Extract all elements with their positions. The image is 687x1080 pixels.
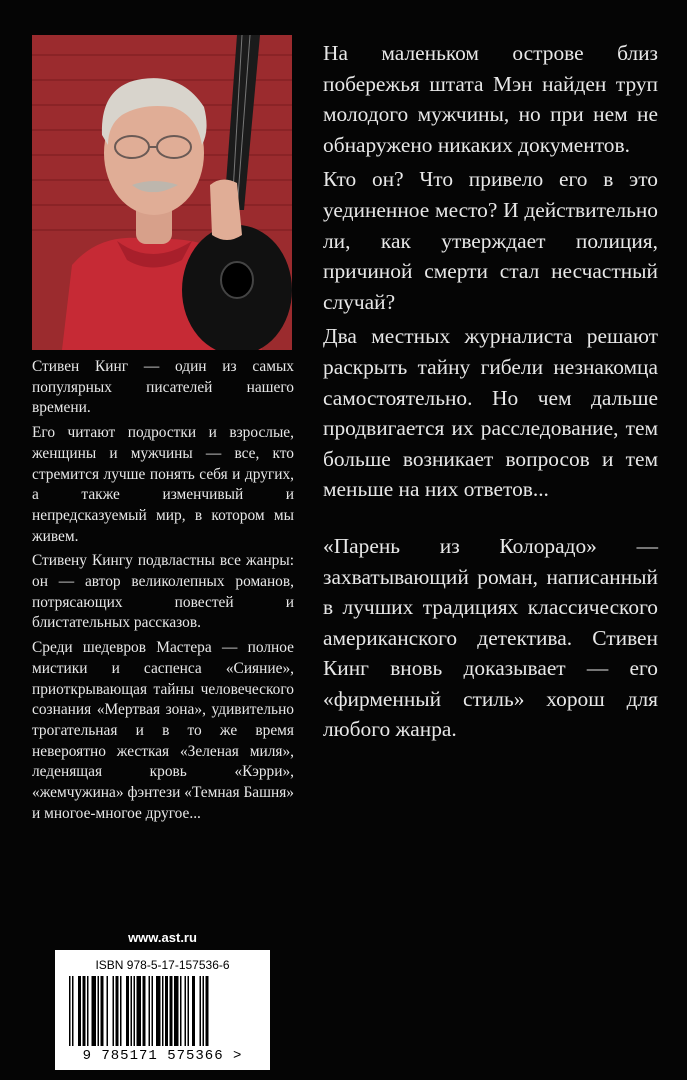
- barcode-bar: [116, 976, 119, 1046]
- book-synopsis: [323, 38, 658, 749]
- barcode-bar: [156, 976, 161, 1046]
- barcode-bar: [203, 976, 205, 1046]
- bio-paragraph: Среди шедевров Мастера — полное мистики и саспенса «Сияние», приоткрывающая тайны человеческого сознания «Мертвая зона», удивительно трогательная и в то же время невероятно жесткая «Зеленая миля», леденящая кровь «Кэрри», «жемчужина» фэнтези «Темная Башня» и многое-многое другое...: [32, 639, 294, 822]
- author-bio: [32, 357, 294, 828]
- barcode-bar: [72, 976, 74, 1046]
- barcode-bar: [152, 976, 154, 1046]
- barcode-bar: [188, 976, 190, 1046]
- barcode-icon: [69, 976, 256, 1046]
- barcode-bar: [101, 976, 104, 1046]
- barcode-bar: [149, 976, 151, 1046]
- barcode-bar: [185, 976, 187, 1046]
- barcode-bar: [83, 976, 86, 1046]
- book-blurb: «Парень из Колорадо» — захватывающий роман, написанный в лучших традициях классического американского детектива. Стивен Кинг вновь доказывает — его «фирменный стиль» хорош для любого жанра.: [323, 533, 658, 742]
- bio-paragraph: Его читают подростки и взрослые, женщины и мужчины — все, кто стремится лучше понять себя и других, а также изменчивый и непредсказуемый мир, в котором мы живем.: [32, 424, 294, 545]
- synopsis-paragraph: Два местных журналиста решают раскрыть тайну гибели незнакомца самостоятельно. Но чем дальше продвигается их расследование, тем больше возникает вопросов и тем меньше на них ответов...: [323, 324, 658, 502]
- barcode-bar: [170, 976, 173, 1046]
- barcode-bar: [98, 976, 100, 1046]
- barcode-bar: [134, 976, 136, 1046]
- publisher-website: www.ast.ru: [128, 930, 197, 945]
- barcode-bar: [87, 976, 89, 1046]
- barcode-bar: [113, 976, 115, 1046]
- barcode-bar: [120, 976, 122, 1046]
- bio-paragraph: Стивен Кинг — один из самых популярных писателей нашего времени.: [32, 358, 294, 417]
- barcode-bar: [137, 976, 142, 1046]
- author-photo: [32, 35, 292, 350]
- barcode-bar: [131, 976, 133, 1046]
- ean-digits: 9 785171 575366 >: [82, 1048, 243, 1064]
- barcode-bar: [165, 976, 168, 1046]
- synopsis-paragraph: На маленьком острове близ побережья штата Мэн найден труп молодого мужчины, но при нем не обнаружено никаких документов.: [323, 41, 658, 157]
- isbn-label: ISBN 978-5-17-157536-6: [95, 958, 230, 972]
- bio-paragraph: Стивену Кингу подвластны все жанры: он — автор великолепных романов, потрясающих повестей и блистательных рассказов.: [32, 552, 294, 632]
- barcode-bar: [206, 976, 209, 1046]
- synopsis-paragraph: Кто он? Что привело его в это уединенное место? И действительно ли, как утверждает полиция, причиной смерти стал несчастный случай?: [323, 167, 658, 314]
- barcode-bar: [107, 976, 109, 1046]
- barcode-bar: [162, 976, 164, 1046]
- barcode-panel: [55, 950, 270, 1070]
- barcode-bar: [78, 976, 81, 1046]
- barcode-bar: [69, 976, 71, 1046]
- barcode-bar: [174, 976, 179, 1046]
- barcode-bar: [180, 976, 182, 1046]
- barcode-bar: [143, 976, 146, 1046]
- barcode-bar: [192, 976, 195, 1046]
- barcode-bar: [92, 976, 97, 1046]
- author-portrait-image: [32, 35, 292, 350]
- barcode-bar: [126, 976, 129, 1046]
- barcode-bar: [200, 976, 202, 1046]
